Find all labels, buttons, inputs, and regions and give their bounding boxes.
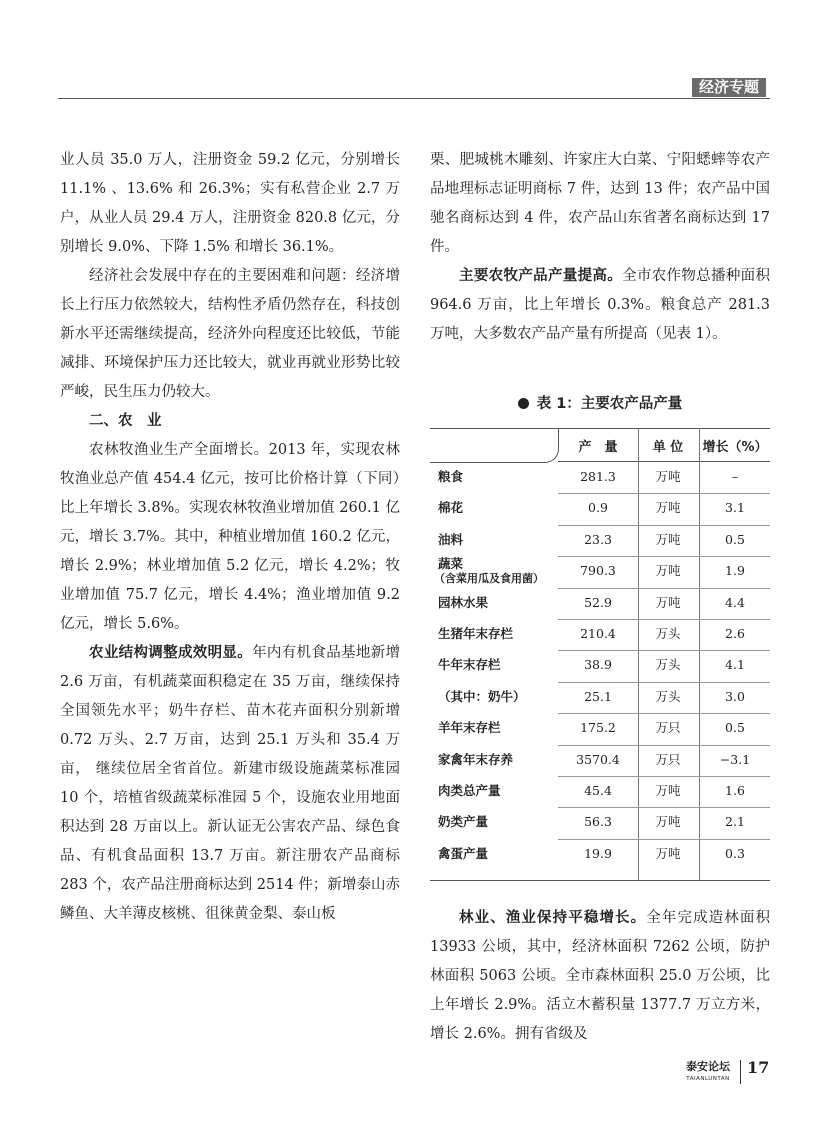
table-row — [430, 776, 770, 807]
row-label: 棉花 — [438, 500, 464, 516]
cell-unit: 万头 — [655, 657, 681, 673]
section-tag: 经济专题 — [692, 78, 766, 97]
paragraph-body: 年内有机食品基地新增 2.6 万亩，有机蔬菜面积稳定在 35 万亩，继续保持全国领先水平；奶牛存栏、苗木花卉面积分别新增 0.72 万头、2.7 万亩，达到 25.1 万头和 35.4 万亩， 继续位居全省首位。新建市级设施蔬菜标准园 10 个，培植省级蔬菜标准园 5 个，设施农业用地面积达到 28 万亩以上。新认证无公害农产品、绿色食品、有机食品面积 13.7 万亩。新注册农产品商标 283 个，农产品注册商标达到 2514 件；新增泰山赤鳞鱼、大羊薄皮核桃、徂徕黄金梨、泰山板 — [60, 645, 401, 922]
footer-brand-en: TAIANLUNTAN — [686, 1076, 730, 1082]
row-label: 禽蛋产量 — [438, 845, 489, 861]
cell-value: 790.3 — [580, 563, 616, 579]
row-label: 牛年末存栏 — [438, 657, 501, 673]
cell-unit: 万吨 — [655, 563, 681, 579]
row-label: 家禽年末存养 — [438, 751, 514, 767]
cell-value: 175.2 — [580, 720, 616, 736]
row-sublabel: （含菜用瓜及食用菌） — [434, 572, 544, 586]
row-label: 肉类总产量 — [438, 783, 501, 798]
table-row — [430, 839, 770, 870]
page-number: 17 — [747, 1058, 770, 1077]
cell-growth: 0.5 — [725, 531, 745, 547]
table-row — [430, 682, 770, 713]
paragraph — [430, 904, 770, 1049]
paragraph — [430, 262, 770, 349]
cell-value: 23.3 — [584, 531, 612, 547]
table-row — [430, 650, 770, 681]
cell-value: 281.3 — [580, 469, 616, 484]
cell-value: 3570.4 — [576, 751, 620, 767]
row-label: 羊年末存栏 — [438, 720, 501, 736]
paragraph-lead: 农业结构调整成效明显。 — [89, 645, 253, 661]
cell-value: 210.4 — [580, 626, 616, 641]
cell-value: 56.3 — [584, 814, 612, 830]
row-label: 蔬菜 — [438, 556, 464, 572]
cell-value: 45.4 — [584, 783, 612, 798]
cell-unit: 万只 — [655, 720, 681, 736]
cell-growth: 0.5 — [725, 720, 745, 736]
row-label: （其中：奶牛） — [438, 688, 526, 704]
row-label: 油料 — [438, 531, 464, 547]
cell-value: 52.9 — [584, 594, 612, 610]
cell-value: 19.9 — [584, 845, 612, 861]
cell-unit: 万吨 — [655, 814, 681, 830]
table-row — [430, 588, 770, 619]
cell-unit: 万吨 — [655, 845, 681, 861]
cell-unit: 万只 — [655, 751, 681, 767]
table-row — [430, 619, 770, 650]
cell-growth: 2.6 — [725, 626, 745, 641]
paragraph-lead: 林业、渔业保持平稳增长。 — [459, 910, 647, 926]
paragraph: 栗、肥城桃木雕刻、许家庄大白菜、宁阳蟋蟀等农产品地理标志证明商标 7 件，达到 13 件；农产品中国驰名商标达到 4 件，农产品山东省著名商标达到 17 件。 — [430, 152, 770, 255]
table-row — [430, 462, 770, 493]
paragraph — [60, 639, 400, 929]
header-rule — [58, 98, 770, 99]
table-row — [430, 745, 770, 776]
paragraph: 经济社会发展中存在的主要困难和问题：经济增长上行压力依然较大，结构性矛盾仍然存在，科技创新水平还需继续提高，经济外向程度还比较低，节能减排、环境保护压力还比较大，就业再就业形势比较严峻，民生压力仍较大。 — [60, 268, 400, 400]
table-title-text: 表 1：主要农产品产量 — [536, 396, 683, 412]
row-label: 粮食 — [438, 469, 464, 484]
footer-brand-cn: 泰安论坛 — [686, 1060, 730, 1073]
table-header-corner — [430, 428, 559, 463]
cell-unit: 万吨 — [655, 469, 681, 484]
bullet-icon — [518, 398, 529, 409]
header-value: 产 量 — [578, 440, 618, 455]
cell-unit: 万头 — [655, 688, 681, 704]
header-unit: 单 位 — [652, 440, 684, 455]
production-table — [430, 428, 770, 881]
table-row — [430, 713, 770, 744]
row-label: 奶类产量 — [438, 814, 489, 830]
cell-growth: 3.1 — [725, 500, 745, 516]
cell-growth: 4.4 — [725, 594, 745, 610]
paragraph-lead: 主要农牧产品产量提高。 — [459, 268, 623, 284]
paragraph-body: 全年完成造林面积 13933 公顷，其中，经济林面积 7262 公顷，防护林面积 5063 公顷。全市森林面积 25.0 万公顷，比上年增长 2.9%。活立木蓄积量 1377.7 万立方米，增长 2.6%。拥有省级及 — [430, 910, 771, 1042]
left-column — [60, 146, 400, 929]
row-label: 园林水果 — [438, 594, 489, 610]
cell-growth: 1.6 — [725, 783, 745, 798]
footer-separator — [740, 1060, 741, 1084]
cell-growth: – — [731, 469, 739, 484]
cell-value: 25.1 — [584, 688, 612, 704]
table-title — [430, 392, 770, 413]
cell-unit: 万吨 — [655, 531, 681, 547]
cell-unit: 万吨 — [655, 783, 681, 798]
right-column — [430, 146, 770, 349]
cell-growth: −3.1 — [719, 751, 751, 767]
row-label: 生猪年末存栏 — [438, 626, 514, 641]
cell-growth: 0.3 — [725, 845, 745, 861]
table-row — [430, 556, 770, 587]
cell-value: 38.9 — [584, 657, 612, 673]
cell-growth: 1.9 — [725, 563, 745, 579]
cell-unit: 万吨 — [655, 594, 681, 610]
paragraph: 业人员 35.0 万人，注册资金 59.2 亿元，分别增长 11.1% 、13.6% 和 26.3%；实有私营企业 2.7 万户，从业人员 29.4 万人，注册资金 820.8 亿元，分别增长 9.0%、下降 1.5% 和增长 36.1%。 — [60, 152, 400, 255]
footer-brand — [680, 1060, 736, 1086]
cell-unit: 万吨 — [655, 500, 681, 516]
paragraph: 农林牧渔业生产全面增长。2013 年，实现农林牧渔业总产值 454.4 亿元，按可比价格计算（下同）比上年增长 3.8%。实现农林牧渔业增加值 260.1 亿元，增长 3.7%。其中，种植业增加值 160.2 亿元，增长 2.9%；林业增加值 5.2 亿元，增长 4.2%；牧业增加值 75.7 亿元，增长 4.4%；渔业增加值 9.2 亿元，增长 5.6%。 — [60, 442, 400, 632]
section-heading: 二、农 业 — [89, 413, 162, 429]
table-bottom-rule — [430, 880, 770, 881]
cell-growth: 4.1 — [725, 657, 745, 673]
cell-growth: 3.0 — [725, 688, 745, 704]
table-row — [430, 493, 770, 524]
paragraph-body: 全市农作物总播种面积 964.6 万亩，比上年增长 0.3%。粮食总产 281.3 万吨，大多数农产品产量有所提高（见表 1）。 — [430, 268, 771, 342]
table-row — [430, 525, 770, 556]
cell-unit: 万头 — [655, 626, 681, 641]
table-row — [430, 807, 770, 838]
cell-growth: 2.1 — [725, 814, 745, 830]
header-growth: 增长（%） — [702, 440, 768, 455]
right-column-bottom — [430, 904, 770, 1049]
cell-value: 0.9 — [588, 500, 608, 516]
